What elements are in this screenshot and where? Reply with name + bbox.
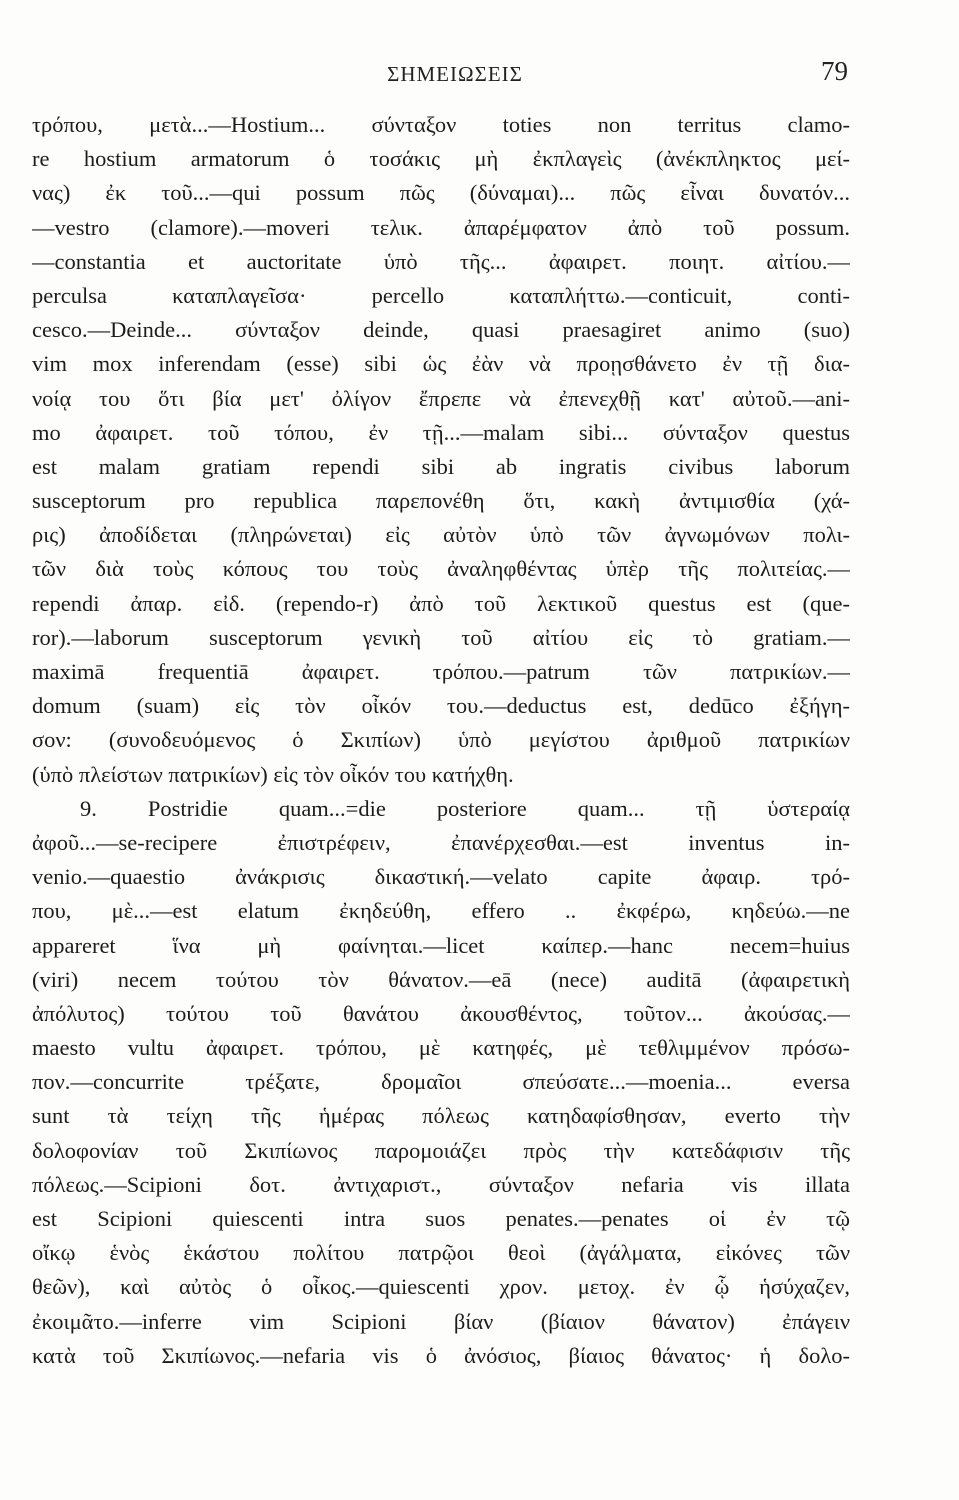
text-line: που, μὲ...—est elatum ἐκηδεύθη, effero .. ἐκφέρω, κηδεύω.—ne	[32, 898, 850, 924]
text-line: νας) ἐκ τοῦ...—qui possum πῶς (δύναμαι)... πῶς εἶναι δυνατόν...	[32, 180, 850, 206]
text-line: πον.—concurrite τρέξατε, δρομαῖοι σπεύσατε...—moenia... eversa	[32, 1069, 850, 1095]
page-number: 79	[821, 56, 848, 86]
text-line: sunt τὰ τείχη τῆς ἡμέρας πόλεως κατηδαφίσθησαν, everto τὴν	[32, 1103, 850, 1129]
text-line: est Scipioni quiescenti intra suos penates.—penates οἱ ἐν τῷ	[32, 1206, 850, 1231]
page-title: ΣΗΜΕΙΩΣΕΙΣ	[387, 62, 523, 86]
text-line: venio.—quaestio ἀνάκρισις δικαστική.—velato capite ἀφαιρ. τρό-	[32, 864, 850, 890]
text-line: ἀπόλυτος) τούτου τοῦ θανάτου ἀκουσθέντος, τοῦτον... ἀκούσας.—	[32, 1000, 850, 1026]
body-text	[32, 108, 850, 1373]
paragraph-start-line: 9. Postridie quam...=die posteriore quam... τῇ ὑστεραίᾳ	[80, 795, 850, 821]
text-line: cesco.—Deinde... σύνταξον deinde, quasi praesagiret animo (suo)	[32, 317, 850, 343]
text-line: susceptorum pro republica παρεπονέθη ὅτι, κακὴ ἀντιμισθία (χά-	[32, 488, 850, 514]
text-line: σον: (συνοδευόμενος ὁ Σκιπίων) ὑπὸ μεγίστου ἀριθμοῦ πατρικίων	[32, 727, 850, 753]
text-line: οἴκῳ ἑνὸς ἑκάστου πολίτου πατρῷοι θεοὶ (ἀγάλματα, εἰκόνες τῶν	[32, 1240, 850, 1266]
text-line: (viri) necem τούτου τὸν θάνατον.—eā (nece) auditā (ἀφαιρετικὴ	[32, 966, 850, 992]
text-line: —constantia et auctoritate ὑπὸ τῆς... ἀφαιρετ. ποιητ. αἰτίου.—	[32, 248, 850, 274]
text-line: τρόπου, μετὰ...—Hostium... σύνταξον toties non territus clamo-	[32, 112, 850, 137]
text-line: appareret ἵνα μὴ φαίνηται.—licet καίπερ.—hanc necem=huius	[32, 932, 850, 958]
text-line: perculsa καταπλαγεῖσα· percello καταπλήττω.—conticuit, conti-	[32, 282, 850, 308]
running-head	[0, 56, 959, 92]
text-line: ἐκοιμᾶτο.—inferre vim Scipioni βίαν (βίαιον θάνατον) ἐπάγειν	[32, 1308, 850, 1334]
text-line: τῶν διὰ τοὺς κόπους του τοὺς ἀναληφθέντας ὑπὲρ τῆς πολιτείας.—	[32, 556, 850, 582]
text-line: πόλεως.—Scipioni δοτ. ἀντιχαριστ., σύνταξον nefaria vis illata	[32, 1171, 850, 1197]
text-line: vim mox inferendam (esse) sibi ὡς ἐὰν νὰ προῃσθάνετο ἐν τῇ δια-	[32, 351, 850, 377]
text-line: (ὑπὸ πλείστων πατρικίων) εἰς τὸν οἶκόν του κατήχθη.	[32, 761, 514, 787]
text-line: —vestro (clamore).—moveri τελικ. ἀπαρέμφατον ἀπὸ τοῦ possum.	[32, 214, 850, 240]
text-line: domum (suam) εἰς τὸν οἶκόν του.—deductus est, dedūco ἐξήγη-	[32, 693, 850, 719]
text-line: rependi ἀπαρ. εἰδ. (rependo-r) ἀπὸ τοῦ λεκτικοῦ questus est (que-	[32, 590, 850, 616]
text-line: maesto vultu ἀφαιρετ. τρόπου, μὲ κατηφές, μὲ τεθλιμμένον πρόσω-	[32, 1035, 850, 1061]
text-line: mo ἀφαιρετ. τοῦ τόπου, ἐν τῇ...—malam sibi... σύνταξον questus	[32, 419, 850, 445]
text-line: ἀφοῦ...—se-recipere ἐπιστρέφειν, ἐπανέρχεσθαι.—est inventus in-	[32, 829, 850, 855]
text-line: ror).—laborum susceptorum γενικὴ τοῦ αἰτίου εἰς τὸ gratiam.—	[32, 624, 850, 650]
text-line: θεῶν), καὶ αὐτὸς ὁ οἶκος.—quiescenti χρον. μετοχ. ἐν ᾧ ἡσύχαζεν,	[32, 1274, 850, 1300]
text-line: maximā frequentiā ἀφαιρετ. τρόπου.—patrum τῶν πατρικίων.—	[32, 659, 850, 684]
text-line: κατὰ τοῦ Σκιπίωνος.—nefaria vis ὁ ἀνόσιος, βίαιος θάνατος· ἡ δολο-	[32, 1342, 850, 1368]
text-line: est malam gratiam rependi sibi ab ingratis civibus laborum	[32, 453, 850, 479]
text-line: δολοφονίαν τοῦ Σκιπίωνος παρομοιάζει πρὸς τὴν κατεδάφισιν τῆς	[32, 1137, 850, 1163]
text-line: νοίᾳ του ὅτι βία μετ' ὀλίγον ἔπρεπε νὰ ἐπενεχθῇ κατ' αὐτοῦ.—ani-	[32, 385, 850, 411]
text-line: re hostium armatorum ὁ τοσάκις μὴ ἐκπλαγεὶς (ἀνέκπληκτος μεί-	[32, 146, 850, 172]
text-line: ρις) ἀποδίδεται (πληρώνεται) εἰς αὐτὸν ὑπὸ τῶν ἀγνωμόνων πολι-	[32, 522, 850, 548]
